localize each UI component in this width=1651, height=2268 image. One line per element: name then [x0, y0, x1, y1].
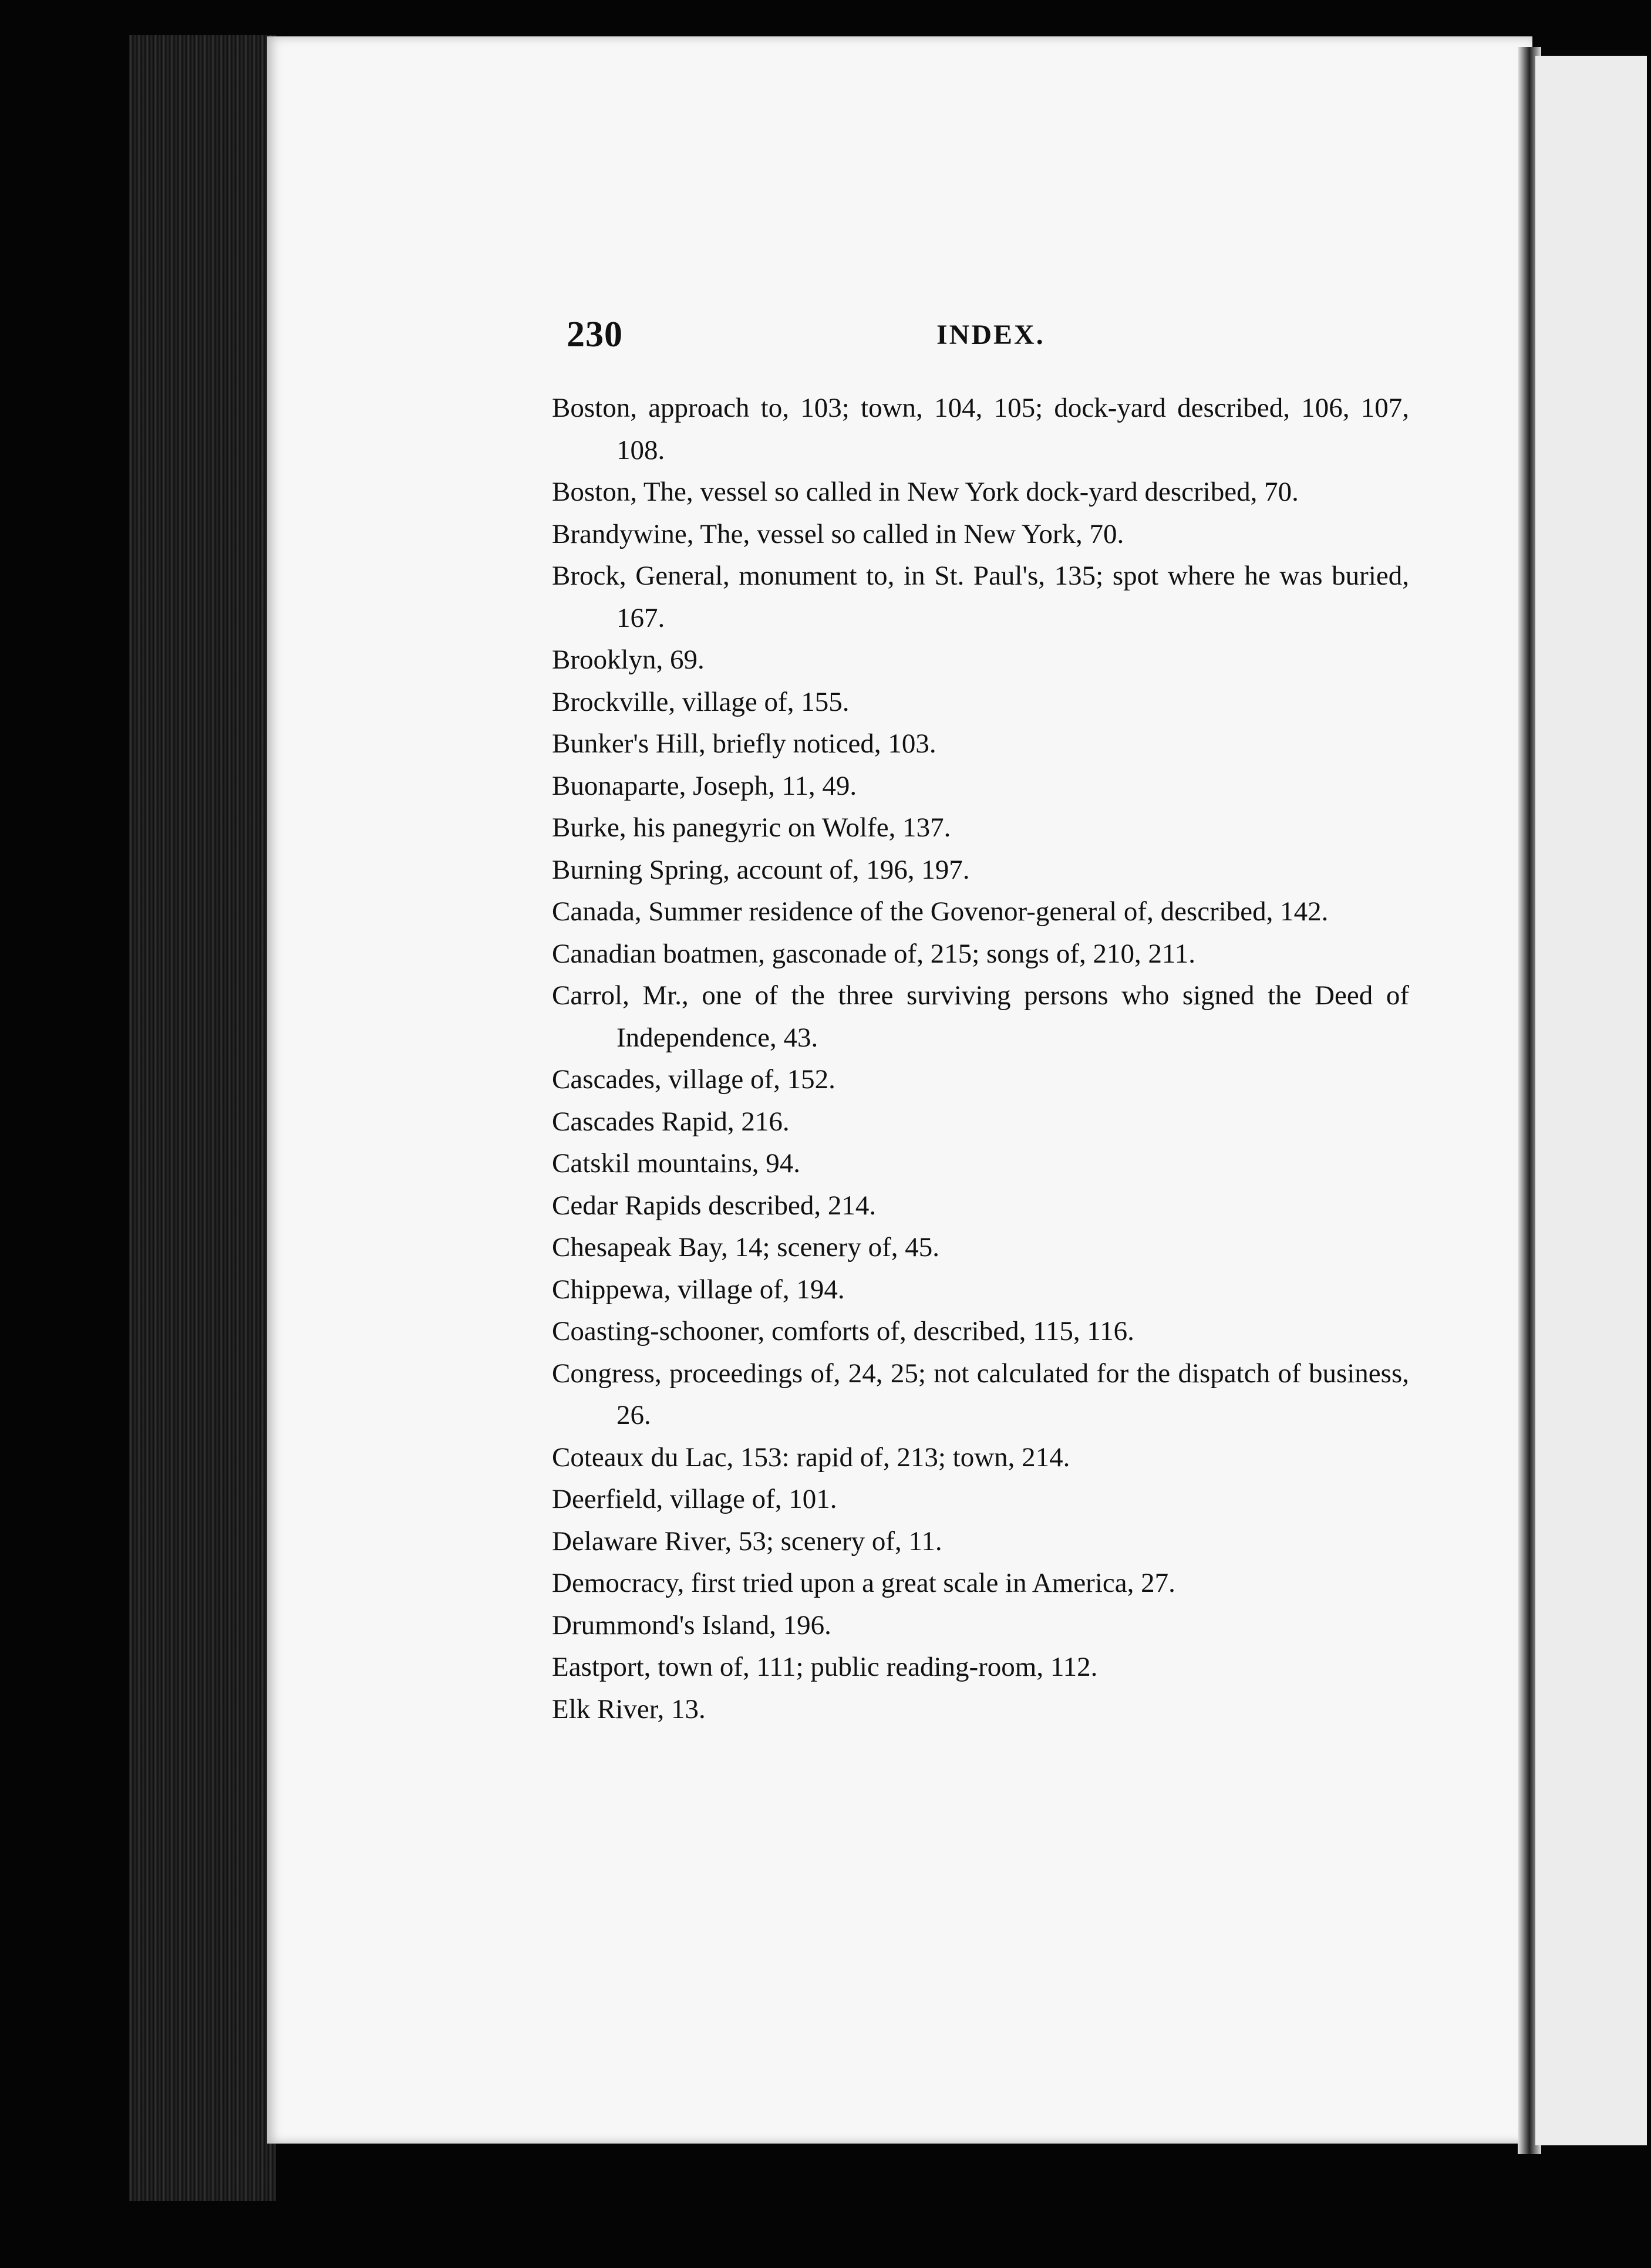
- index-entry: Canadian boatmen, gasconade of, 215; songs of, 210, 211.: [552, 938, 1196, 969]
- index-entry: Bunker's Hill, briefly noticed, 103.: [552, 728, 936, 759]
- index-entry: Coteaux du Lac, 153: rapid of, 213; town, 214.: [552, 1442, 1070, 1473]
- index-entries: [552, 387, 1409, 1730]
- index-entry: Brockville, village of, 155.: [552, 686, 850, 717]
- index-entry: Congress, proceedings of, 24, 25; not calculated for the dispatch of business, 26.: [552, 1358, 1409, 1430]
- index-entry: Canada, Summer residence of the Govenor-general of, described, 142.: [552, 896, 1329, 927]
- index-entry: Boston, approach to, 103; town, 104, 105; dock-yard described, 106, 107, 108.: [552, 393, 1409, 465]
- index-entry: Elk River, 13.: [552, 1693, 706, 1724]
- index-entry: Buonaparte, Joseph, 11, 49.: [552, 770, 857, 801]
- page-number: 230: [567, 315, 623, 355]
- index-entry: Chippewa, village of, 194.: [552, 1274, 845, 1305]
- index-entry: Cedar Rapids described, 214.: [552, 1190, 877, 1221]
- index-entry: Democracy, first tried upon a great scale in America, 27.: [552, 1568, 1175, 1598]
- index-entry: Brandywine, The, vessel so called in New York, 70.: [552, 518, 1124, 549]
- book-page-edges: [129, 35, 276, 2201]
- index-entry: Deerfield, village of, 101.: [552, 1484, 837, 1514]
- index-entry: Brock, General, monument to, in St. Paul's, 135; spot where he was buried, 167.: [552, 561, 1409, 633]
- index-entry: Catskil mountains, 94.: [552, 1148, 800, 1179]
- index-entry: Boston, The, vessel so called in New York dock-yard described, 70.: [552, 477, 1299, 507]
- index-entry: Burke, his panegyric on Wolfe, 137.: [552, 812, 951, 843]
- index-entry: Burning Spring, account of, 196, 197.: [552, 854, 970, 885]
- facing-page-edge: [1535, 56, 1647, 2145]
- running-head: INDEX.: [936, 319, 1045, 350]
- index-entry: Brooklyn, 69.: [552, 644, 705, 675]
- index-entry: Cascades, village of, 152.: [552, 1064, 835, 1095]
- index-entry: Drummond's Island, 196.: [552, 1609, 831, 1641]
- index-entry: Chesapeak Bay, 14; scenery of, 45.: [552, 1232, 939, 1263]
- index-entry: Delaware River, 53; scenery of, 11.: [552, 1526, 942, 1557]
- index-entry: Coasting-schooner, comforts of, described, 115, 116.: [552, 1316, 1134, 1346]
- page-header: [567, 314, 1051, 355]
- index-entry: Eastport, town of, 111; public reading-room, 112.: [552, 1652, 1098, 1682]
- index-entry: Cascades Rapid, 216.: [552, 1106, 790, 1137]
- index-entry: Carrol, Mr., one of the three surviving persons who signed the Deed of Independence, 43.: [552, 980, 1409, 1053]
